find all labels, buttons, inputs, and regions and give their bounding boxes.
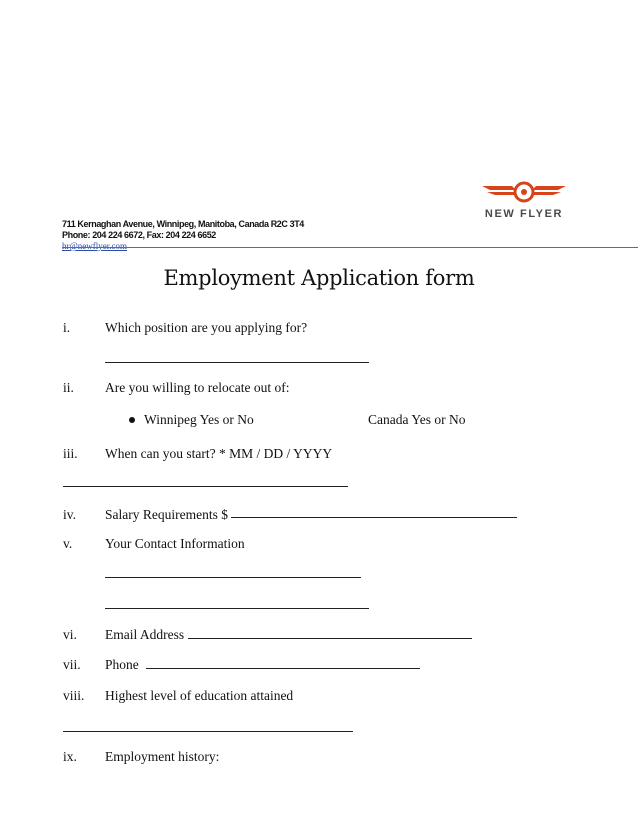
page-title: Employment Application form [163,266,475,290]
question-text: When can you start? * MM / DD / YYYY [105,446,333,461]
answer-line-email[interactable] [188,638,472,639]
header-divider [62,247,638,248]
relocate-canada: Canada Yes or No [368,412,466,427]
answer-line-phone[interactable] [146,668,420,669]
answer-line-position[interactable] [105,362,369,363]
question-number: i. [63,320,71,335]
bullet-icon [129,417,135,423]
relocate-winnipeg: Winnipeg Yes or No [144,412,254,427]
question-number: v. [63,536,73,551]
question-text: Are you willing to relocate out of: [105,380,290,395]
header-phone: Phone: 204 224 6672, Fax: 204 224 6652 [62,230,216,240]
question-text: Your Contact Information [105,536,245,551]
new-flyer-logo [478,180,570,220]
question-text: Email Address [105,627,185,642]
logo-text: NEW FLYER [484,208,564,220]
logo-wings-icon [478,180,570,206]
question-number: ix. [63,749,77,764]
question-number: vii. [63,657,81,672]
answer-line-start-date[interactable] [63,486,348,487]
question-number: ii. [63,380,74,395]
header-address: 711 Kernaghan Avenue, Winnipeg, Manitoba, Canada R2C 3T4 [62,219,304,229]
question-text: Highest level of education attained [105,688,294,703]
header-email-link[interactable]: hr@newflyer.com [62,241,128,251]
answer-line-education[interactable] [63,731,353,732]
question-number: iv. [63,507,76,522]
question-text: Salary Requirements $ [105,507,228,522]
question-text: Employment history: [105,749,220,764]
answer-line-salary[interactable] [231,517,517,518]
question-number: viii. [63,688,85,703]
question-number: iii. [63,446,78,461]
question-number: vi. [63,627,77,642]
question-text: Which position are you applying for? [105,320,308,335]
answer-line-contact-1[interactable] [105,577,361,578]
question-text: Phone [105,657,139,672]
answer-line-contact-2[interactable] [105,608,369,609]
